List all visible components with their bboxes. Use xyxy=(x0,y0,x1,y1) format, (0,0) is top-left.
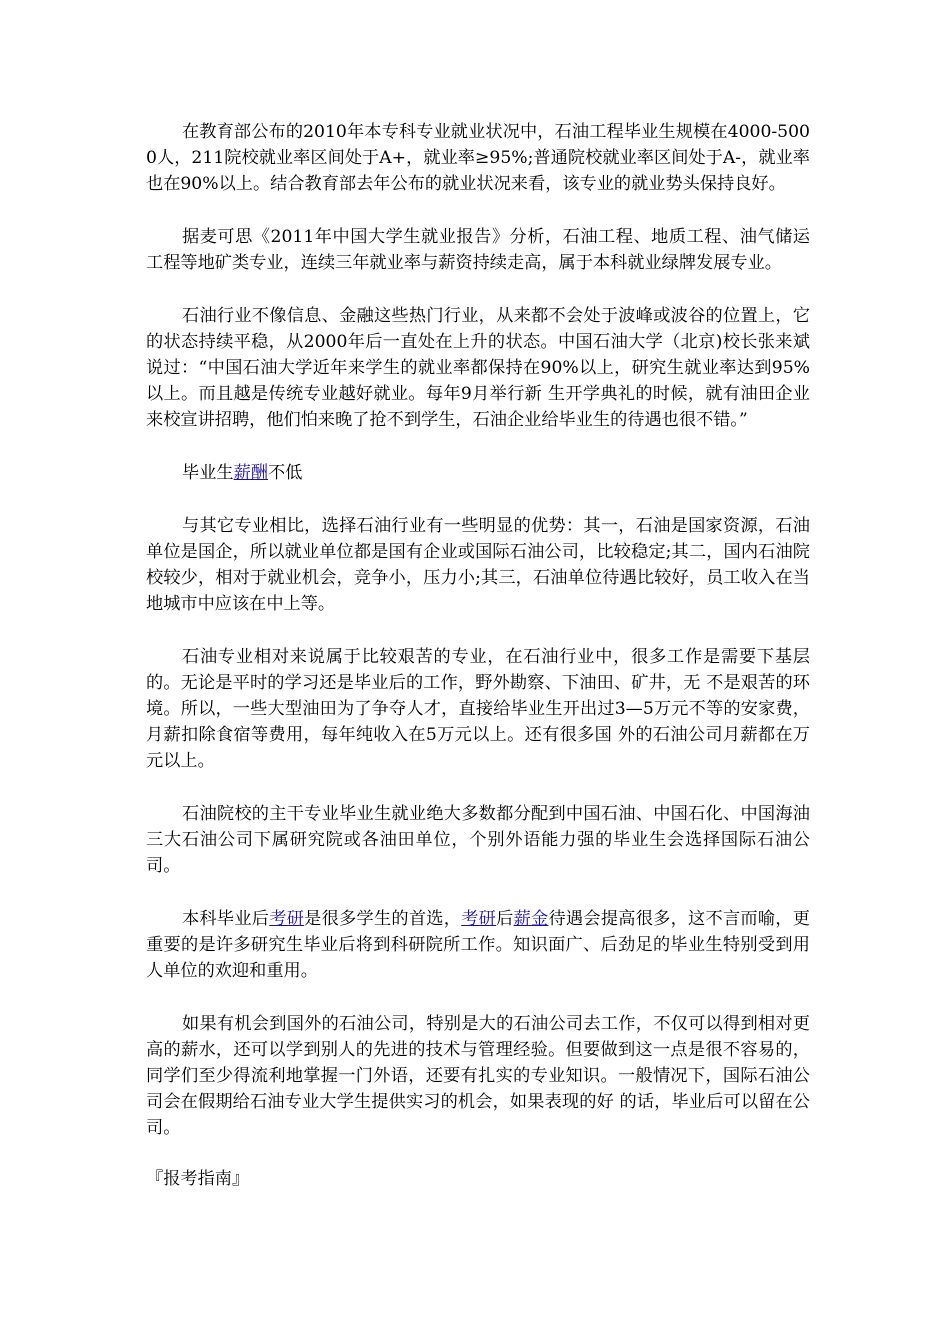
paragraph-industry-stability: 石油行业不像信息、金融这些热门行业，从来都不会处于波峰或波谷的位置上，它的状态持续平稳，从2000年后一直处在上升的状态。中国石油大学（北京)校长张来斌说过：“中国石油大学近年来学生的就业率都保持在90%以上，研究生就业率达到95%以上。而且越是传统专业越好就业。每年9月举行新 生开学典礼的时候，就有油田企业来校宣讲招聘，他们怕来晚了抢不到学生，石油企业给毕业生的待遇也很不错。” xyxy=(146,306,810,430)
document-body xyxy=(146,119,810,1219)
heading-suffix: 不低 xyxy=(267,463,303,483)
paragraph-job-placement: 石油院校的主干专业毕业生就业绝大多数都分配到中国石油、中国石化、中国海油三大石油公司下属研究院或各油田单位，个别外语能力强的毕业生会选择国际石油公司。 xyxy=(146,804,810,876)
paragraph-advantages: 与其它专业相比，选择石油行业有一些明显的优势：其一，石油是国家资源，石油单位是国企，所以就业单位都是国有企业或国际石油公司，比较稳定;其二，国内石油院校较少，相对于就业机会，竞争小，压力小;其三，石油单位待遇比较好，员工收入在当地城市中应该在中上等。 xyxy=(146,516,810,614)
salary-pay-link[interactable]: 薪金 xyxy=(513,909,549,929)
paragraph-employment-2010: 在教育部公布的2010年本专科专业就业状况中，石油工程毕业生规模在4000-5000人，211院校就业率区间处于A+，就业率≥95%;普通院校就业率区间处于A-，就业率也在90%以上。结合教育部去年公布的就业状况来看，该专业的就业势头保持良好。 xyxy=(146,122,810,194)
paragraph-graduate-study xyxy=(146,906,810,984)
text-segment: 本科毕业后 xyxy=(182,909,270,929)
salary-link[interactable]: 薪酬 xyxy=(233,463,268,483)
paragraph-hardship: 石油专业相对来说属于比较艰苦的专业，在石油行业中，很多工作是需要下基层的。无论是平时的学习还是毕业后的工作，野外勘察、下油田、矿井，无 不是艰苦的环境。所以，一些大型油田为了争夺人才，直接给毕业生开出过3—5万元不等的安家费，月薪扣除食宿等费用，每年纯收入在5万元以上。还有很多国 外的石油公司月薪都在万元以上。 xyxy=(146,647,810,771)
kaoyan-link-2[interactable]: 考研 xyxy=(461,909,497,929)
text-segment: 待遇会提高很多，这不言而喻，更重要的是许多研究生毕业后将到科研院所工作。知识面广、后劲足的毕业生特别受到用人单位的欢迎和重用。 xyxy=(146,909,810,981)
section-heading-salary xyxy=(146,460,810,486)
heading-prefix: 毕业生 xyxy=(182,463,234,483)
paragraph-mycos-report: 据麦可思《2011年中国大学生就业报告》分析，石油工程、地质工程、油气储运工程等地矿类专业，连续三年就业率与薪资持续走高，属于本科就业绿牌发展专业。 xyxy=(146,227,810,273)
text-segment: 后 xyxy=(496,909,514,929)
paragraph-foreign-companies: 如果有机会到国外的石油公司，特别是大的石油公司去工作，不仅可以得到相对更高的薪水，还可以学到别人的先进的技术与管理经验。但要做到这一点是很不容易的，同学们至少得流利地掌握一门外语，还要有扎实的专业知识。一般情况下，国际石油公司会在假期给石油专业大学生提供实习的机会，如果表现的好 的话，毕业后可以留在公司。 xyxy=(146,1014,810,1138)
application-guide-heading: 『报考指南』 xyxy=(146,1169,250,1189)
kaoyan-link-1[interactable]: 考研 xyxy=(269,909,305,929)
text-segment: 是很多学生的首选， xyxy=(304,909,462,929)
